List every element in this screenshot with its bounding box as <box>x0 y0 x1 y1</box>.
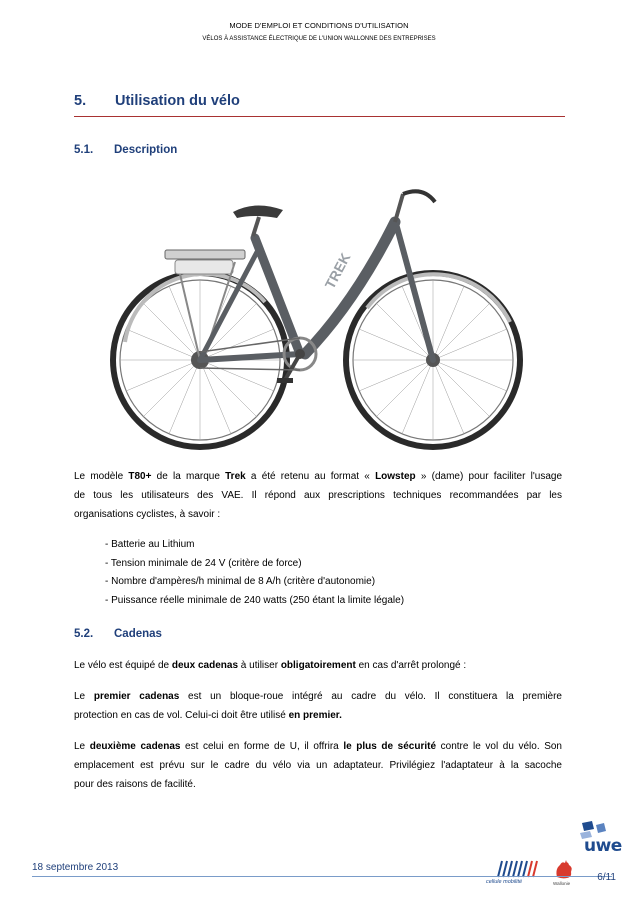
text-span: Le modèle <box>74 471 129 482</box>
text-span: Le vélo est équipé de <box>74 660 172 671</box>
brand-name: Trek <box>225 471 246 482</box>
bike-image <box>105 182 535 452</box>
bike-seat <box>233 205 283 218</box>
text-span: de la marque <box>151 471 226 482</box>
list-item: - Tension minimale de 24 V (critère de force) <box>105 557 302 569</box>
subsection-number: 5.2. <box>74 628 94 640</box>
second-lock-paragraph <box>74 737 562 794</box>
footer-divider <box>32 876 612 877</box>
page-number: 6/11 <box>597 872 616 883</box>
footer-date: 18 septembre 2013 <box>32 862 119 873</box>
list-item: - Nombre d'ampères/h minimal de 8 A/h (critère d'autonomie) <box>105 576 376 587</box>
format-name: Lowstep <box>375 471 416 482</box>
text-line: emplacement est prévu sur le cadre du vélo via un adaptateur. Privilégiez l'adaptateur à la sacoche <box>74 760 562 771</box>
cellule-mobilite-logo-text: cellule mobilité <box>486 879 523 885</box>
wallonie-logo-text: Wallonie <box>553 881 571 886</box>
subsection-title: Cadenas <box>114 628 162 640</box>
section-title: Utilisation du vélo <box>115 93 240 109</box>
subsection-number: 5.1. <box>74 144 94 156</box>
bold-text: deux cadenas <box>171 660 239 671</box>
handlebar <box>403 191 435 202</box>
text-span: est un bloque-roue intégré au cadre du vélo. Il constituera la première <box>179 691 562 702</box>
first-lock-paragraph <box>74 687 562 725</box>
uwe-logo-text: uwe <box>584 836 622 856</box>
bold-text: le plus de sécurité <box>343 741 437 752</box>
text-span: en cas d'arrêt prolongé : <box>355 660 467 671</box>
text-span: Le <box>74 691 94 702</box>
bold-text: deuxième cadenas <box>89 741 181 752</box>
subsection-title: Description <box>114 144 178 156</box>
frame-brand-text: TREK <box>321 250 354 292</box>
wallonie-rooster-icon <box>553 859 575 881</box>
text-span: a été retenu au format « <box>245 471 376 482</box>
header-subtitle: VÉLOS À ASSISTANCE ÉLECTRIQUE DE L'UNION WALLONNE DES ENTREPRISES <box>202 36 436 42</box>
section-heading <box>74 93 565 117</box>
section-number: 5. <box>74 93 87 109</box>
spec-list <box>105 536 404 610</box>
list-item: - Batterie au Lithium <box>105 539 195 550</box>
text-span: protection en cas de vol. Celui-ci doit être utilisé <box>74 710 289 721</box>
bold-text: obligatoirement <box>280 660 356 671</box>
locks-intro-paragraph <box>74 656 562 675</box>
bold-text: premier cadenas <box>93 691 180 702</box>
text-line: de tous les utilisateurs des VAE. Il répond aux prescriptions techniques recommandées par les <box>74 490 562 501</box>
text-line: pour des raisons de facilité. <box>74 779 196 790</box>
description-paragraph <box>74 467 562 524</box>
bike-frame <box>200 220 433 360</box>
list-item: - Puissance réelle minimale de 240 watts (250 étant la limite légale) <box>105 594 405 606</box>
text-line: organisations cyclistes, à savoir : <box>74 509 221 520</box>
text-span: » (dame) pour faciliter l'usage <box>415 471 563 482</box>
header-title: MODE D'EMPLOI ET CONDITIONS D'UTILISATION <box>229 21 409 30</box>
text-span: est celui en forme de U, il offrira <box>180 741 344 752</box>
bold-text: en premier. <box>288 710 342 721</box>
text-span: à utiliser <box>238 660 281 671</box>
model-name: T80+ <box>128 471 152 482</box>
text-span: contre le vol du vélo. Son <box>436 741 562 752</box>
text-span: Le <box>74 741 90 752</box>
